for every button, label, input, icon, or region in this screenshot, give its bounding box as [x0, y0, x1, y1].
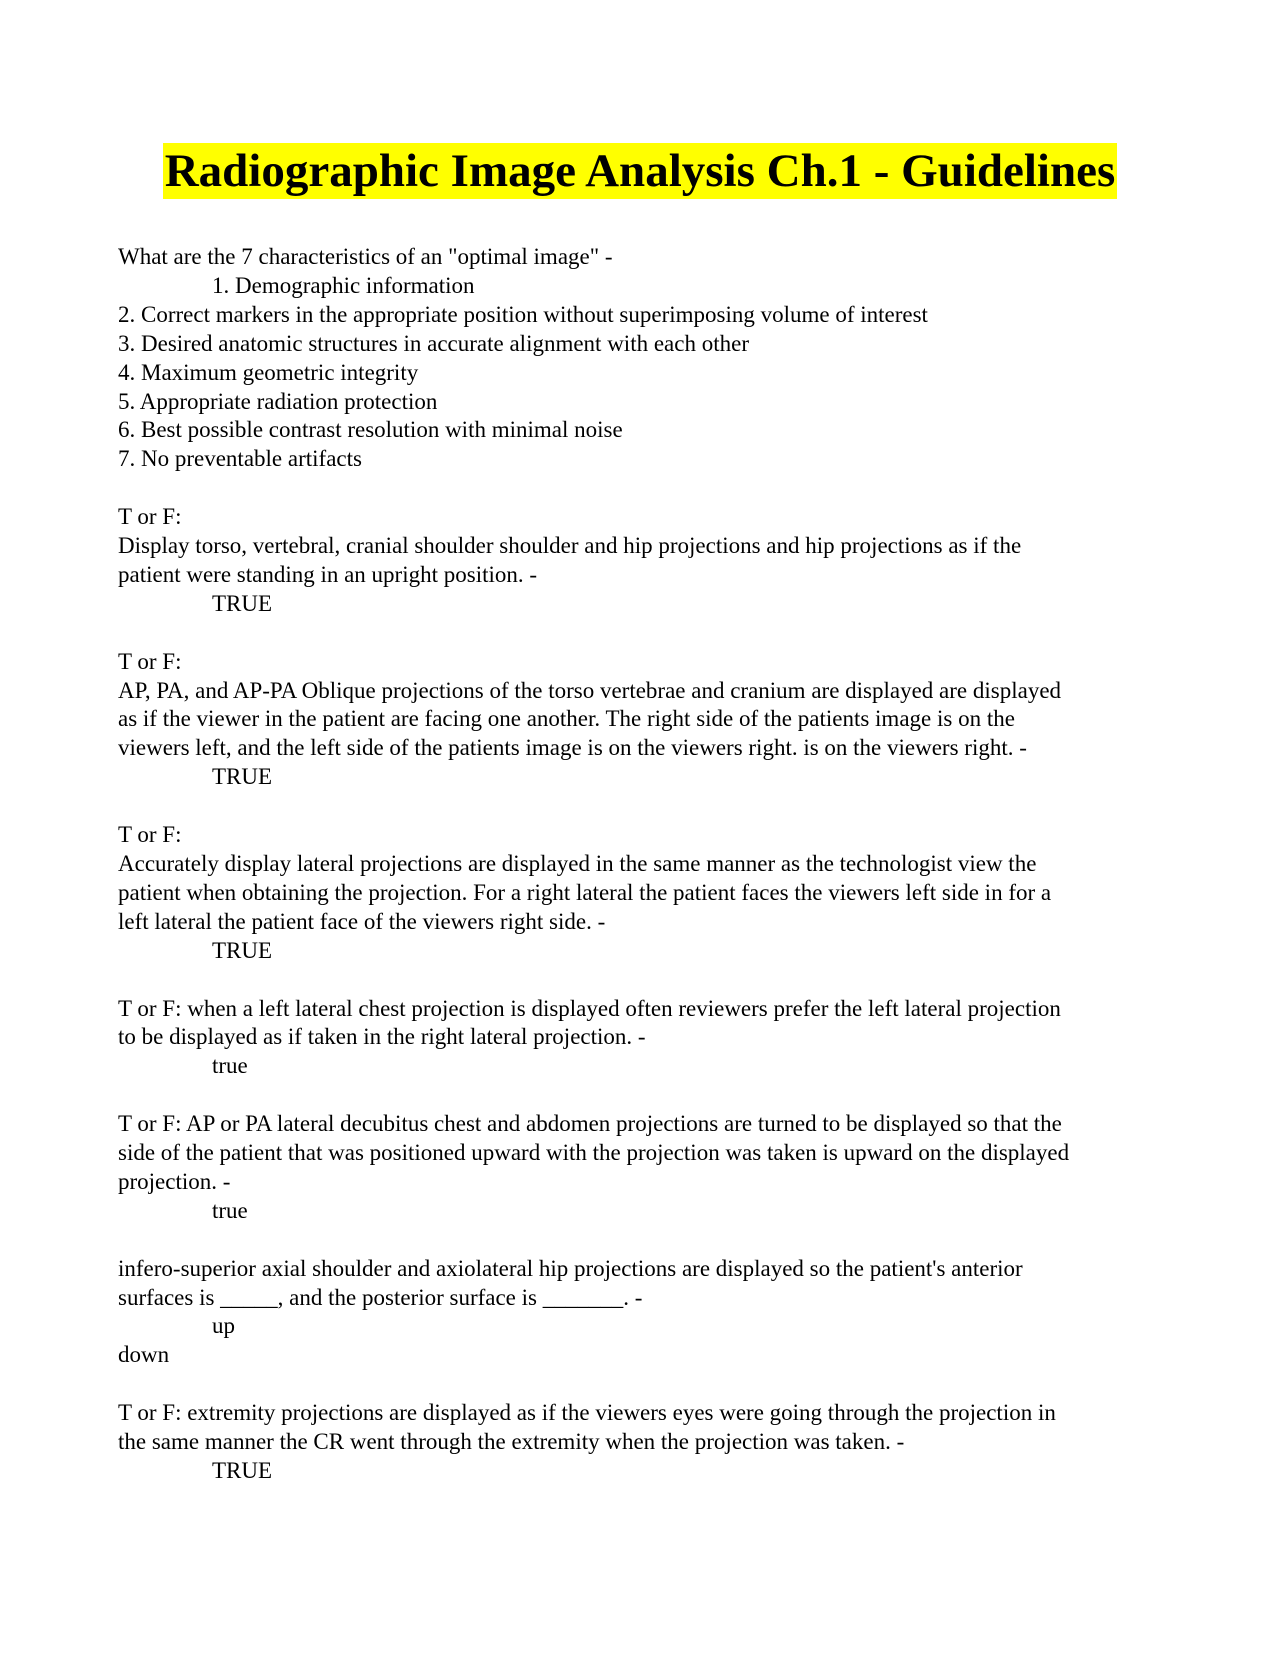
question-text: AP, PA, and AP-PA Oblique projections of the torso vertebrae and cranium are displayed are displayed: [118, 677, 1062, 703]
answer-text: TRUE: [212, 937, 273, 963]
flashcard-optimal-image: [118, 243, 1168, 474]
question-text: patient when obtaining the projection. For a right lateral the patient faces the viewers left side in for a: [118, 879, 1052, 905]
answer-text: TRUE: [212, 764, 273, 790]
spacer: [118, 1081, 1168, 1110]
flashcard-lateral-display: [118, 821, 1168, 966]
answer-text: up: [212, 1313, 235, 1339]
question-text: Accurately display lateral projections are displayed in the same manner as the technologist view the: [118, 850, 1037, 876]
question-text: projection. -: [118, 1168, 231, 1194]
question-text: T or F: AP or PA lateral decubitus chest and abdomen projections are turned to be displayed so that the: [118, 1111, 1062, 1137]
question-text: T or F:: [118, 648, 182, 674]
answer-text: down: [118, 1342, 170, 1368]
spacer: [118, 966, 1168, 995]
answer-text: true: [212, 1197, 248, 1223]
answer-text: 7. No preventable artifacts: [118, 446, 362, 472]
document-body: [118, 243, 1168, 1486]
answer-text: 2. Correct markers in the appropriate position without superimposing volume of interest: [118, 301, 928, 327]
answer-text: TRUE: [212, 1457, 273, 1483]
flashcard-extremity: [118, 1399, 1168, 1486]
answer-text: 6. Best possible contrast resolution with minimal noise: [118, 417, 623, 443]
question-text: as if the viewer in the patient are facing one another. The right side of the patients image is on the: [118, 706, 1015, 732]
question-text: Display torso, vertebral, cranial shoulder shoulder and hip projections and hip projections as if the: [118, 533, 1022, 559]
answer-text: true: [212, 1053, 248, 1079]
question-text: What are the 7 characteristics of an "optimal image" -: [118, 244, 613, 269]
question-text: infero-superior axial shoulder and axiolateral hip projections are displayed so the patient's anterior: [118, 1255, 1023, 1281]
flashcard-upright-display: [118, 503, 1168, 619]
flashcard-axial-shoulder: [118, 1255, 1168, 1371]
flashcard-decubitus: [118, 1110, 1168, 1226]
title-container: [0, 143, 1280, 199]
question-text: T or F:: [118, 504, 182, 530]
flashcard-ap-pa-oblique: [118, 648, 1168, 793]
question-text: patient were standing in an upright position. -: [118, 561, 538, 587]
question-text: side of the patient that was positioned upward with the projection was taken is upward on the displayed: [118, 1140, 1070, 1166]
answer-text: 3. Desired anatomic structures in accurate alignment with each other: [118, 330, 749, 356]
spacer: [118, 1226, 1168, 1255]
question-text: surfaces is _____, and the posterior surface is _______. -: [118, 1284, 643, 1310]
document-title: Radiographic Image Analysis Ch.1 - Guidelines: [164, 145, 1116, 197]
question-text: T or F: extremity projections are displayed as if the viewers eyes were going through the projection in: [118, 1400, 1056, 1426]
answer-text: TRUE: [212, 590, 273, 616]
question-text: T or F:: [118, 822, 182, 848]
spacer: [118, 792, 1168, 821]
answer-text: 5. Appropriate radiation protection: [118, 388, 438, 414]
spacer: [118, 474, 1168, 503]
answer-text: 4. Maximum geometric integrity: [118, 359, 419, 385]
flashcard-left-lateral-chest: [118, 995, 1168, 1082]
question-text: left lateral the patient face of the viewers right side. -: [118, 908, 606, 934]
answer-text: 1. Demographic information: [212, 272, 475, 298]
question-text: viewers left, and the left side of the patients image is on the viewers right. is on the viewers right. -: [118, 735, 1027, 761]
spacer: [118, 1370, 1168, 1399]
question-text: the same manner the CR went through the extremity when the projection was taken. -: [118, 1429, 905, 1455]
question-text: to be displayed as if taken in the right lateral projection. -: [118, 1024, 646, 1050]
question-text: T or F: when a left lateral chest projection is displayed often reviewers prefer the left lateral projection: [118, 995, 1061, 1021]
spacer: [118, 619, 1168, 648]
